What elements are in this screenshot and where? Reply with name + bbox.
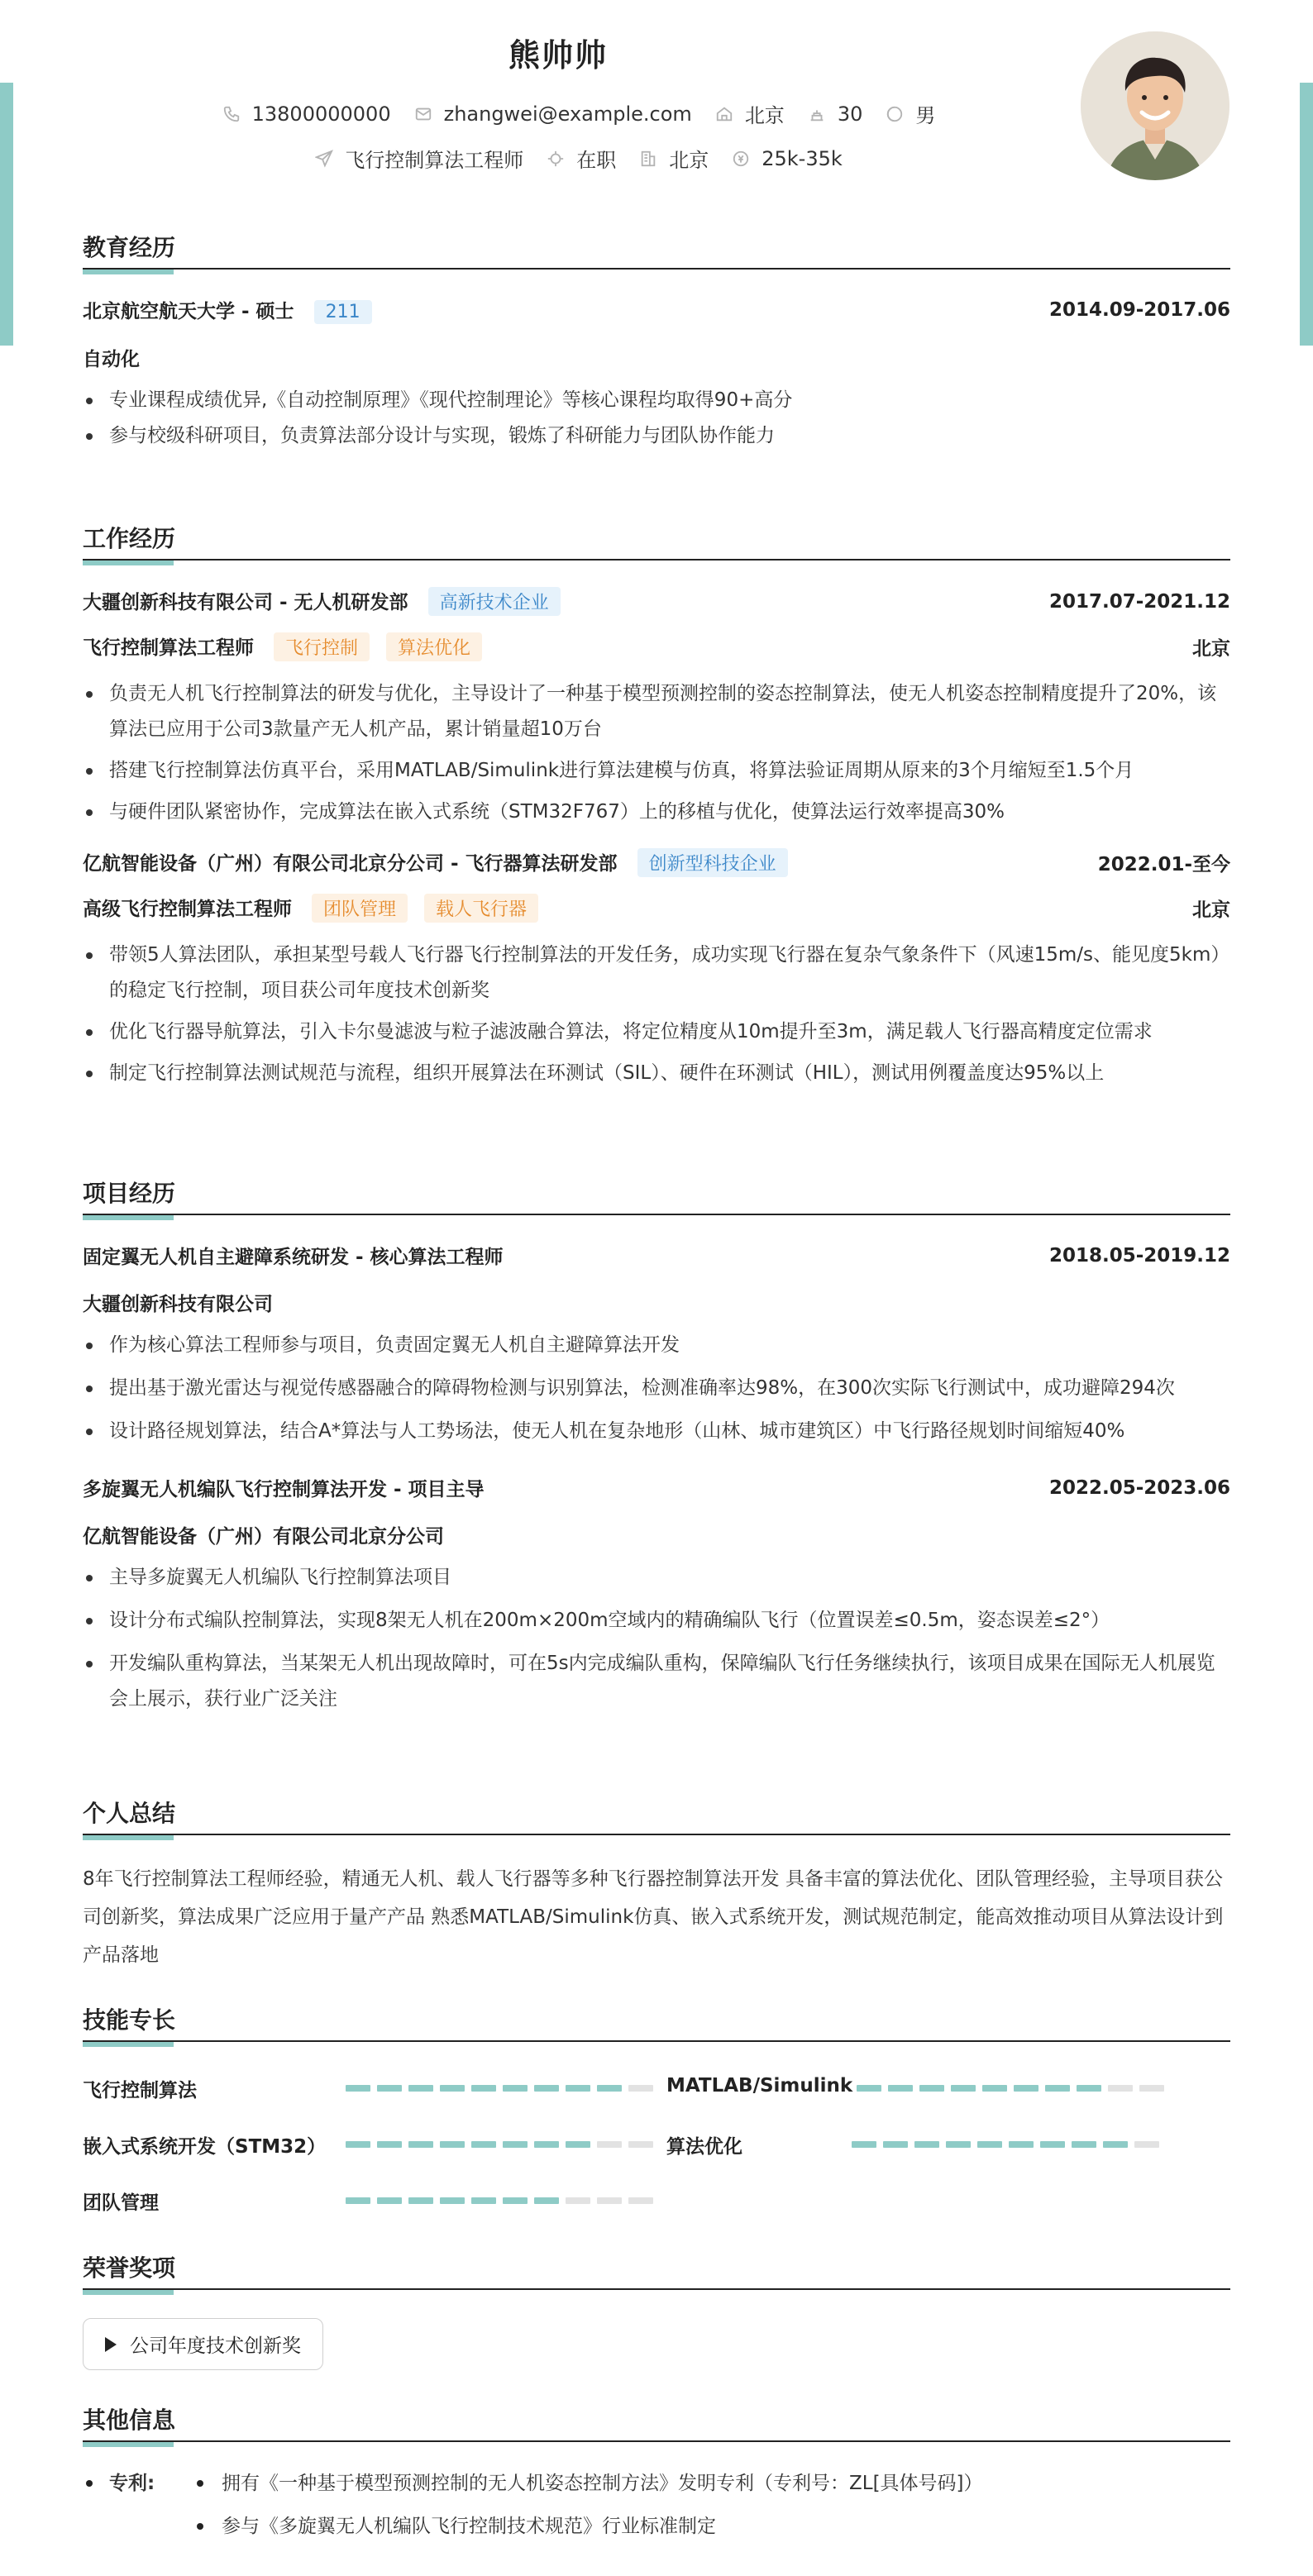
skill-dash-empty [1108, 2085, 1133, 2092]
skill-tag: 算法优化 [386, 632, 482, 661]
title-underline [83, 561, 174, 565]
gender-icon [886, 105, 904, 123]
skill-dash-filled [534, 2197, 559, 2204]
email-item [414, 103, 692, 126]
skill-dash-filled [597, 2085, 622, 2092]
spacer [83, 2505, 192, 2548]
skill-dash-filled [377, 2197, 402, 2204]
skill-dash-filled [377, 2141, 402, 2148]
title-underline [83, 1835, 174, 1840]
project-org: 大疆创新科技有限公司 [83, 1294, 273, 1315]
skill-dash-filled [471, 2085, 496, 2092]
skill-dash-filled [440, 2141, 465, 2148]
honors-title: 荣誉奖项 [83, 2254, 176, 2282]
skill-dash-filled [857, 2085, 881, 2092]
other-list [83, 2462, 1230, 2548]
salary-icon [732, 150, 750, 168]
company-line [83, 587, 561, 616]
status-text: 在职 [576, 149, 617, 172]
work-city-item [639, 144, 709, 173]
skill-dash-filled [503, 2085, 528, 2092]
skill-dash-filled [888, 2085, 913, 2092]
skill-dash-filled [919, 2085, 944, 2092]
skill-dash-filled [566, 2141, 590, 2148]
skill-dash-empty [628, 2141, 653, 2148]
age-icon [808, 105, 826, 123]
skill-dash-empty [597, 2141, 622, 2148]
skills-section [83, 2002, 1230, 2216]
skill-dash-filled [883, 2141, 908, 2148]
position-name: 飞行控制算法工程师 [83, 637, 254, 659]
skill-dash-filled [977, 2141, 1002, 2148]
skill-level-bar [857, 2085, 1171, 2092]
position-text: 飞行控制算法工程师 [345, 149, 524, 172]
status-item [547, 144, 616, 173]
skill-dash-empty [566, 2197, 590, 2204]
skill-dash-filled [1077, 2085, 1101, 2092]
avatar [1081, 31, 1229, 180]
patent-item [192, 2462, 983, 2505]
gender-text: 男 [915, 104, 936, 127]
skill-dash-filled [852, 2141, 876, 2148]
skill-level-bar [852, 2141, 1166, 2148]
skill-dash-filled [1045, 2085, 1070, 2092]
job-header [83, 848, 1230, 877]
skill-dash-filled [982, 2085, 1007, 2092]
education-date: 2014.09-2017.06 [1048, 299, 1230, 321]
skill-level-bar [346, 2141, 660, 2148]
list-item: 主导多旋翼无人机编队飞行控制算法项目 [83, 1560, 1230, 1596]
list-item: 带领5人算法团队，承担某型号载人飞行器飞行控制算法的开发任务，成功实现飞行器在复杂气象条件下（风速15m/s、能见度5km）的稳定飞行控制，项目获公司年度技术创新奖 [83, 937, 1230, 1009]
skill-dash-empty [597, 2197, 622, 2204]
skill-name: 嵌入式系统开发（STM32） [83, 2136, 327, 2158]
list-item: 搭建飞行控制算法仿真平台，采用MATLAB/Simulink进行算法建模与仿真，将算法验证周期从原来的3个月缩短至1.5个月 [83, 753, 1230, 789]
skill-dash-filled [408, 2141, 433, 2148]
job-location: 北京 [1192, 899, 1230, 921]
project-name: 固定翼无人机自主避障系统研发 - 核心算法工程师 [83, 1247, 504, 1268]
list-item: 负责无人机飞行控制算法的研发与优化，主导设计了一种基于模型预测控制的姿态控制算法，使无人机姿态控制精度提升了20%，该算法已应用于公司3款量产无人机产品，累计销量超10万台 [83, 676, 1230, 747]
work-section [83, 521, 1230, 1091]
project-header [83, 1474, 1230, 1501]
school-tag: 211 [314, 300, 372, 324]
skill-dash-filled [1014, 2085, 1038, 2092]
position-line [83, 894, 538, 923]
project-name: 多旋翼无人机编队飞行控制算法开发 - 项目主导 [83, 1479, 485, 1500]
skill-level-bar [346, 2197, 660, 2204]
project-date: 2022.05-2023.06 [1048, 1476, 1230, 1499]
job-date: 2022.01-至今 [1097, 854, 1230, 875]
education-bullets [83, 383, 1230, 454]
skill-dash-empty [1139, 2085, 1164, 2092]
skill-dash-filled [346, 2141, 370, 2148]
section-title [83, 2402, 1230, 2442]
skill-dash-filled [1072, 2141, 1096, 2148]
education-title: 教育经历 [83, 234, 176, 261]
skill-dash-filled [408, 2197, 433, 2204]
city-item [715, 99, 785, 128]
city-text: 北京 [744, 104, 785, 127]
section-title [83, 1796, 1230, 1835]
patent-row [83, 2462, 1230, 2505]
age-item [808, 103, 863, 126]
skill-tag: 飞行控制 [274, 632, 370, 661]
project-header [83, 1242, 1230, 1269]
triangle-icon [105, 2337, 117, 2352]
section-title [83, 2250, 1230, 2290]
section-title [83, 230, 1230, 270]
mail-icon [414, 105, 432, 123]
list-item: 设计路径规划算法，结合A*算法与人工势场法，使无人机在复杂地形（山林、城市建筑区）中飞行路径规划时间缩短40% [83, 1414, 1230, 1449]
phone-icon [222, 105, 241, 123]
skill-name: 飞行控制算法 [83, 2080, 197, 2101]
gender-item [886, 99, 935, 128]
standard-text: 参与《多旋翼无人机编队飞行控制技术规范》行业标准制定 [222, 2516, 716, 2537]
skill-tag: 团队管理 [312, 894, 408, 923]
title-underline [83, 270, 174, 274]
patent-label: 专利: [109, 2473, 155, 2494]
job-bullets [83, 937, 1230, 1091]
job-header [83, 587, 1230, 616]
job-intent-row [0, 144, 1158, 173]
phone-item [222, 103, 391, 126]
summary-title: 个人总结 [83, 1800, 176, 1827]
skill-dash-filled [1009, 2141, 1034, 2148]
bullet-dot [197, 2523, 203, 2530]
list-item: 作为核心算法工程师参与项目，负责固定翼无人机自主避障算法开发 [83, 1328, 1230, 1363]
list-item: 开发编队重构算法，当某架无人机出现故障时，可在5s内完成编队重构，保障编队飞行任务继续执行，该项目成果在国际无人机展览会上展示，获行业广泛关注 [83, 1646, 1230, 1717]
skill-dash-filled [503, 2197, 528, 2204]
list-item: 设计分布式编队控制算法，实现8架无人机在200m×200m空域内的精确编队飞行（位置误差≤0.5m，姿态误差≤2°） [83, 1603, 1230, 1639]
skill-dash-filled [951, 2085, 976, 2092]
skill-name: MATLAB/Simulink [666, 2075, 853, 2097]
skill-dash-empty [1134, 2141, 1159, 2148]
skill-dash-filled [377, 2085, 402, 2092]
position-line [83, 632, 482, 661]
work-title: 工作经历 [83, 525, 176, 552]
skill-dash-filled [346, 2197, 370, 2204]
summary-section [83, 1796, 1230, 1974]
skill-level-bar [346, 2085, 660, 2092]
bullet-dot [197, 2480, 203, 2487]
skill-dash-empty [628, 2085, 653, 2092]
projects-section [83, 1176, 1230, 1717]
home-icon [715, 105, 733, 123]
position-name: 高级飞行控制算法工程师 [83, 899, 292, 920]
building-icon [639, 150, 657, 168]
skill-name: 团队管理 [83, 2192, 159, 2214]
job-position-row [83, 894, 1230, 923]
award-text: 公司年度技术创新奖 [130, 2335, 301, 2357]
salary-text: 25k-35k [762, 146, 843, 170]
skill-dash-filled [534, 2141, 559, 2148]
list-item: 与硬件团队紧密协作，完成算法在嵌入式系统（STM32F767）上的移植与优化，使算法运行效率提高30% [83, 794, 1230, 830]
right-accent-bar [1300, 83, 1313, 346]
skill-dash-filled [471, 2197, 496, 2204]
section-title [83, 521, 1230, 561]
salary-item [732, 147, 843, 170]
list-item: 专业课程成绩优异,《自动控制原理》《现代控制理论》等核心课程均取得90+高分 [83, 383, 1230, 418]
bullet-dot [86, 2480, 93, 2487]
work-city-text: 北京 [669, 149, 709, 172]
title-underline [83, 2290, 174, 2295]
skills-grid [83, 2042, 1230, 2216]
age-text: 30 [837, 102, 863, 126]
send-icon [315, 150, 333, 168]
education-section [83, 230, 1230, 454]
skill-dash-filled [566, 2085, 590, 2092]
job-date: 2017.07-2021.12 [1048, 590, 1230, 613]
skill-dash-filled [440, 2197, 465, 2204]
company-name: 大疆创新科技有限公司 - 无人机研发部 [83, 592, 408, 613]
skill-name: 算法优化 [666, 2136, 742, 2158]
skill-dash-filled [346, 2085, 370, 2092]
section-title [83, 2002, 1230, 2042]
school-name: 北京航空航天大学 - 硕士 [83, 301, 294, 322]
skill-dash-filled [471, 2141, 496, 2148]
skill-dash-filled [914, 2141, 939, 2148]
skill-dash-filled [1040, 2141, 1065, 2148]
skill-dash-filled [408, 2085, 433, 2092]
other-title: 其他信息 [83, 2407, 176, 2434]
skill-dash-filled [440, 2085, 465, 2092]
list-item: 提出基于激光雷达与视觉传感器融合的障碍物检测与识别算法，检测准确率达98%，在300次实际飞行测试中，成功避障294次 [83, 1371, 1230, 1406]
project-org: 亿航智能设备（广州）有限公司北京分公司 [83, 1526, 444, 1548]
projects-title: 项目经历 [83, 1180, 176, 1207]
title-underline [83, 1215, 174, 1220]
skill-dash-filled [946, 2141, 971, 2148]
list-item: 参与校级科研项目，负责算法部分设计与实现，锻炼了科研能力与团队协作能力 [83, 418, 1230, 454]
status-icon [547, 150, 565, 168]
title-underline [83, 2442, 174, 2447]
company-line [83, 848, 788, 877]
job-location: 北京 [1192, 638, 1230, 660]
list-item: 制定飞行控制算法测试规范与流程，组织开展算法在环测试（SIL）、硬件在环测试（HIL），测试用例覆盖度达95%以上 [83, 1056, 1230, 1091]
skill-dash-filled [1103, 2141, 1128, 2148]
project-date: 2018.05-2019.12 [1048, 1244, 1230, 1267]
school-line [83, 296, 372, 324]
major: 自动化 [83, 349, 140, 370]
skill-dash-filled [534, 2085, 559, 2092]
summary-text: 8年飞行控制算法工程师经验，精通无人机、载人飞行器等多种飞行器控制算法开发 具备丰富的算法优化、团队管理经验，主导项目获公司创新奖，算法成果广泛应用于量产产品 熟悉MATLAB/Simulink仿真、嵌入式系统开发，测试规范制定，能高效推动项目从算法设计到产品落地 [83, 1868, 1224, 1966]
skill-dash-filled [503, 2141, 528, 2148]
skills-title: 技能专长 [83, 2006, 176, 2034]
project-bullets [83, 1328, 1230, 1449]
candidate-name: 熊帅帅 [508, 37, 608, 74]
honors-section [83, 2250, 1230, 2370]
position-item [315, 144, 523, 173]
job-position-row [83, 632, 1230, 661]
patent-text: 拥有《一种基于模型预测控制的无人机姿态控制方法》发明专利（专利号：ZL[具体号码]） [222, 2473, 983, 2494]
award-item [83, 2318, 323, 2370]
standard-item [192, 2505, 716, 2548]
company-name: 亿航智能设备（广州）有限公司北京分公司 - 飞行器算法研发部 [83, 853, 618, 875]
list-item: 优化飞行器导航算法，引入卡尔曼滤波与粒子滤波融合算法，将定位精度从10m提升至3m，满足载人飞行器高精度定位需求 [83, 1014, 1230, 1050]
email-text: zhangwei@example.com [443, 102, 692, 126]
contact-row [0, 99, 1158, 128]
job-bullets [83, 676, 1230, 830]
standard-row [83, 2505, 1230, 2548]
skill-tag: 载人飞行器 [424, 894, 538, 923]
education-header [83, 296, 1230, 324]
company-tag: 创新型科技企业 [637, 848, 788, 877]
phone-text: 13800000000 [251, 102, 391, 126]
skill-dash-empty [628, 2197, 653, 2204]
section-title [83, 1176, 1230, 1215]
project-bullets [83, 1560, 1230, 1717]
patent-label-wrap [83, 2462, 192, 2505]
company-tag: 高新技术企业 [428, 587, 561, 616]
other-section [83, 2402, 1230, 2548]
